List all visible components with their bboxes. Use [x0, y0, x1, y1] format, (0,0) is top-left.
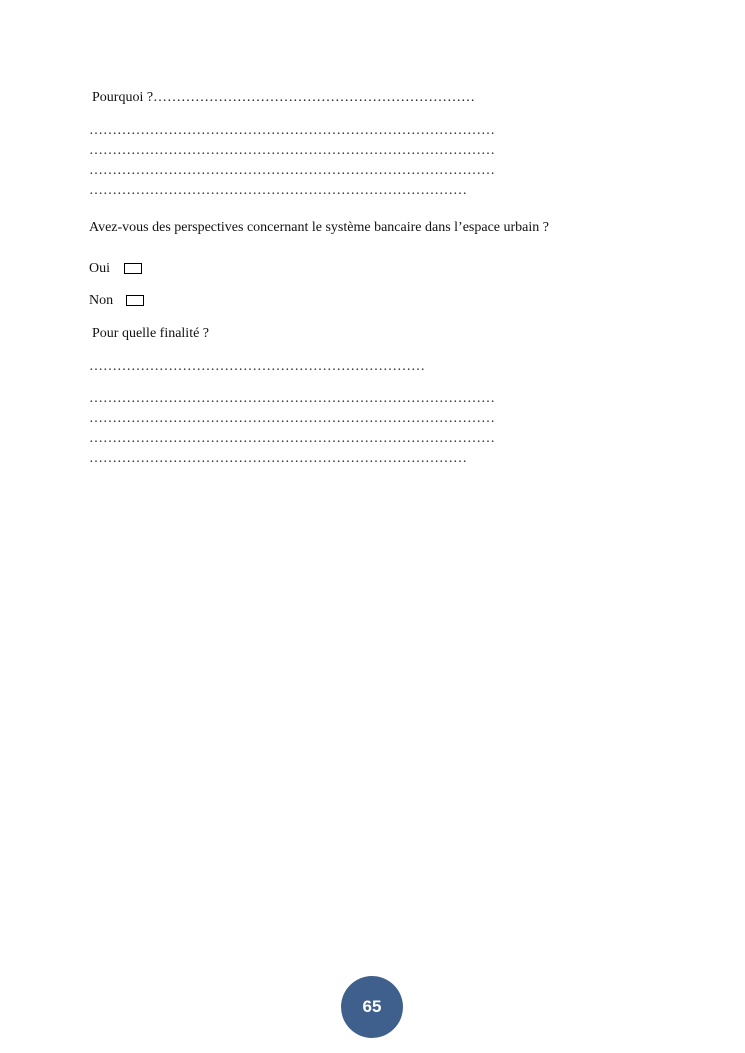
answer-line[interactable]: …………………………………………………………………………… — [89, 163, 495, 178]
answer-line[interactable]: ……………………………………………………………… — [89, 359, 425, 374]
page-number-badge — [341, 976, 403, 1038]
option-label-oui: Oui — [89, 261, 110, 276]
answer-line[interactable]: ……………………………………………………………………… — [89, 183, 467, 198]
option-label-non: Non — [89, 293, 114, 308]
perspectives-question: Avez-vous des perspectives concernant le système bancaire dans l’espace urbain ? — [89, 220, 549, 235]
checkbox-oui[interactable] — [124, 263, 142, 274]
answer-line[interactable]: ……………………………………………………………………… — [89, 451, 467, 466]
option-oui — [89, 260, 110, 278]
option-non — [89, 292, 113, 310]
answer-line[interactable]: …………………………………………………………………………… — [89, 143, 495, 158]
answer-line[interactable]: …………………………………………………………………………… — [89, 411, 495, 426]
pourquoi-prompt: Pourquoi ?…………………………………………………………… — [92, 90, 476, 105]
finalite-prompt: Pour quelle finalité ? — [92, 326, 210, 341]
page-number: 65 — [362, 997, 382, 1016]
answer-line[interactable]: …………………………………………………………………………… — [89, 431, 495, 446]
checkbox-non[interactable] — [126, 295, 144, 306]
answer-line[interactable]: …………………………………………………………………………… — [89, 391, 495, 406]
answer-line[interactable]: …………………………………………………………………………… — [89, 123, 495, 138]
